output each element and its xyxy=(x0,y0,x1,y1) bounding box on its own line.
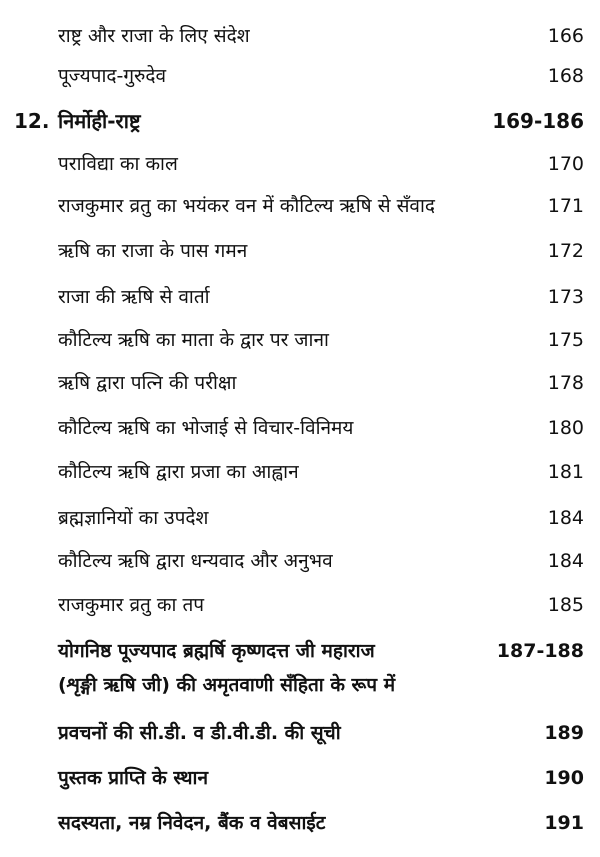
toc-entry-page: 172 xyxy=(547,240,584,262)
toc-entry-title: राजा की ऋषि से वार्ता xyxy=(58,286,210,308)
toc-entry-page: 166 xyxy=(547,25,584,47)
toc-entry-page: 178 xyxy=(547,372,584,394)
toc-entry-title: पराविद्या का काल xyxy=(58,153,178,175)
toc-entry-title: ब्रह्मज्ञानियों का उपदेश xyxy=(58,507,209,529)
toc-entry-page: 184 xyxy=(547,507,584,529)
toc-entry-title-line1: योगनिष्ठ पूज्यपाद ब्रह्मर्षि कृष्णदत्त जी महाराज xyxy=(58,640,375,662)
toc-entry-page: 171 xyxy=(547,195,584,217)
toc-entry-title: राजकुमार व्रतु का भयंकर वन में कौटिल्य ऋषि से सँवाद xyxy=(58,195,435,217)
toc-entry-page: 187-188 xyxy=(496,640,584,662)
toc-entry-page: 189 xyxy=(544,722,584,744)
toc-entry-title: प्रवचनों की सी.डी. व डी.वी.डी. की सूची xyxy=(58,722,341,744)
toc-entry-page: 184 xyxy=(547,550,584,572)
toc-entry-page: 168 xyxy=(547,65,584,87)
toc-entry-title: पुस्तक प्राप्ति के स्थान xyxy=(58,767,208,789)
toc-entry-page: 191 xyxy=(544,812,584,834)
chapter-number: 12. xyxy=(14,109,50,133)
toc-entry-title: निर्मोही-राष्ट्र xyxy=(58,109,141,133)
toc-entry-title: कौटिल्य ऋषि का माता के द्वार पर जाना xyxy=(58,329,329,351)
toc-entry-page: 175 xyxy=(547,329,584,351)
toc-entry-title: राष्ट्र और राजा के लिए संदेश xyxy=(58,25,250,47)
toc-entry-page: 190 xyxy=(544,767,584,789)
toc-entry-title: ऋषि द्वारा पत्नि की परीक्षा xyxy=(58,372,237,394)
toc-entry-title: सदस्यता, नम्र निवेदन, बैंक व वेबसाईट xyxy=(58,812,326,834)
toc-entry-title: कौटिल्य ऋषि का भोजाई से विचार-विनिमय xyxy=(58,417,354,439)
toc-entry-page: 170 xyxy=(547,153,584,175)
toc-entry-page: 173 xyxy=(547,286,584,308)
toc-entry-title: कौटिल्य ऋषि द्वारा धन्यवाद और अनुभव xyxy=(58,550,333,572)
toc-entry-page: 185 xyxy=(547,594,584,616)
toc-entry-title: राजकुमार व्रतु का तप xyxy=(58,594,205,616)
toc-entry-page: 180 xyxy=(547,417,584,439)
toc-entry-title: पूज्यपाद-गुरुदेव xyxy=(58,65,167,87)
toc-entry-title-line2: (शृङ्गी ऋषि जी) की अमृतवाणी सँहिता के रूप में xyxy=(58,674,396,696)
toc-entry-page: 181 xyxy=(547,461,584,483)
toc-entry-title: ऋषि का राजा के पास गमन xyxy=(58,240,248,262)
toc-entry-title: कौटिल्य ऋषि द्वारा प्रजा का आह्वान xyxy=(58,461,299,483)
toc-entry-page: 169-186 xyxy=(492,109,584,133)
